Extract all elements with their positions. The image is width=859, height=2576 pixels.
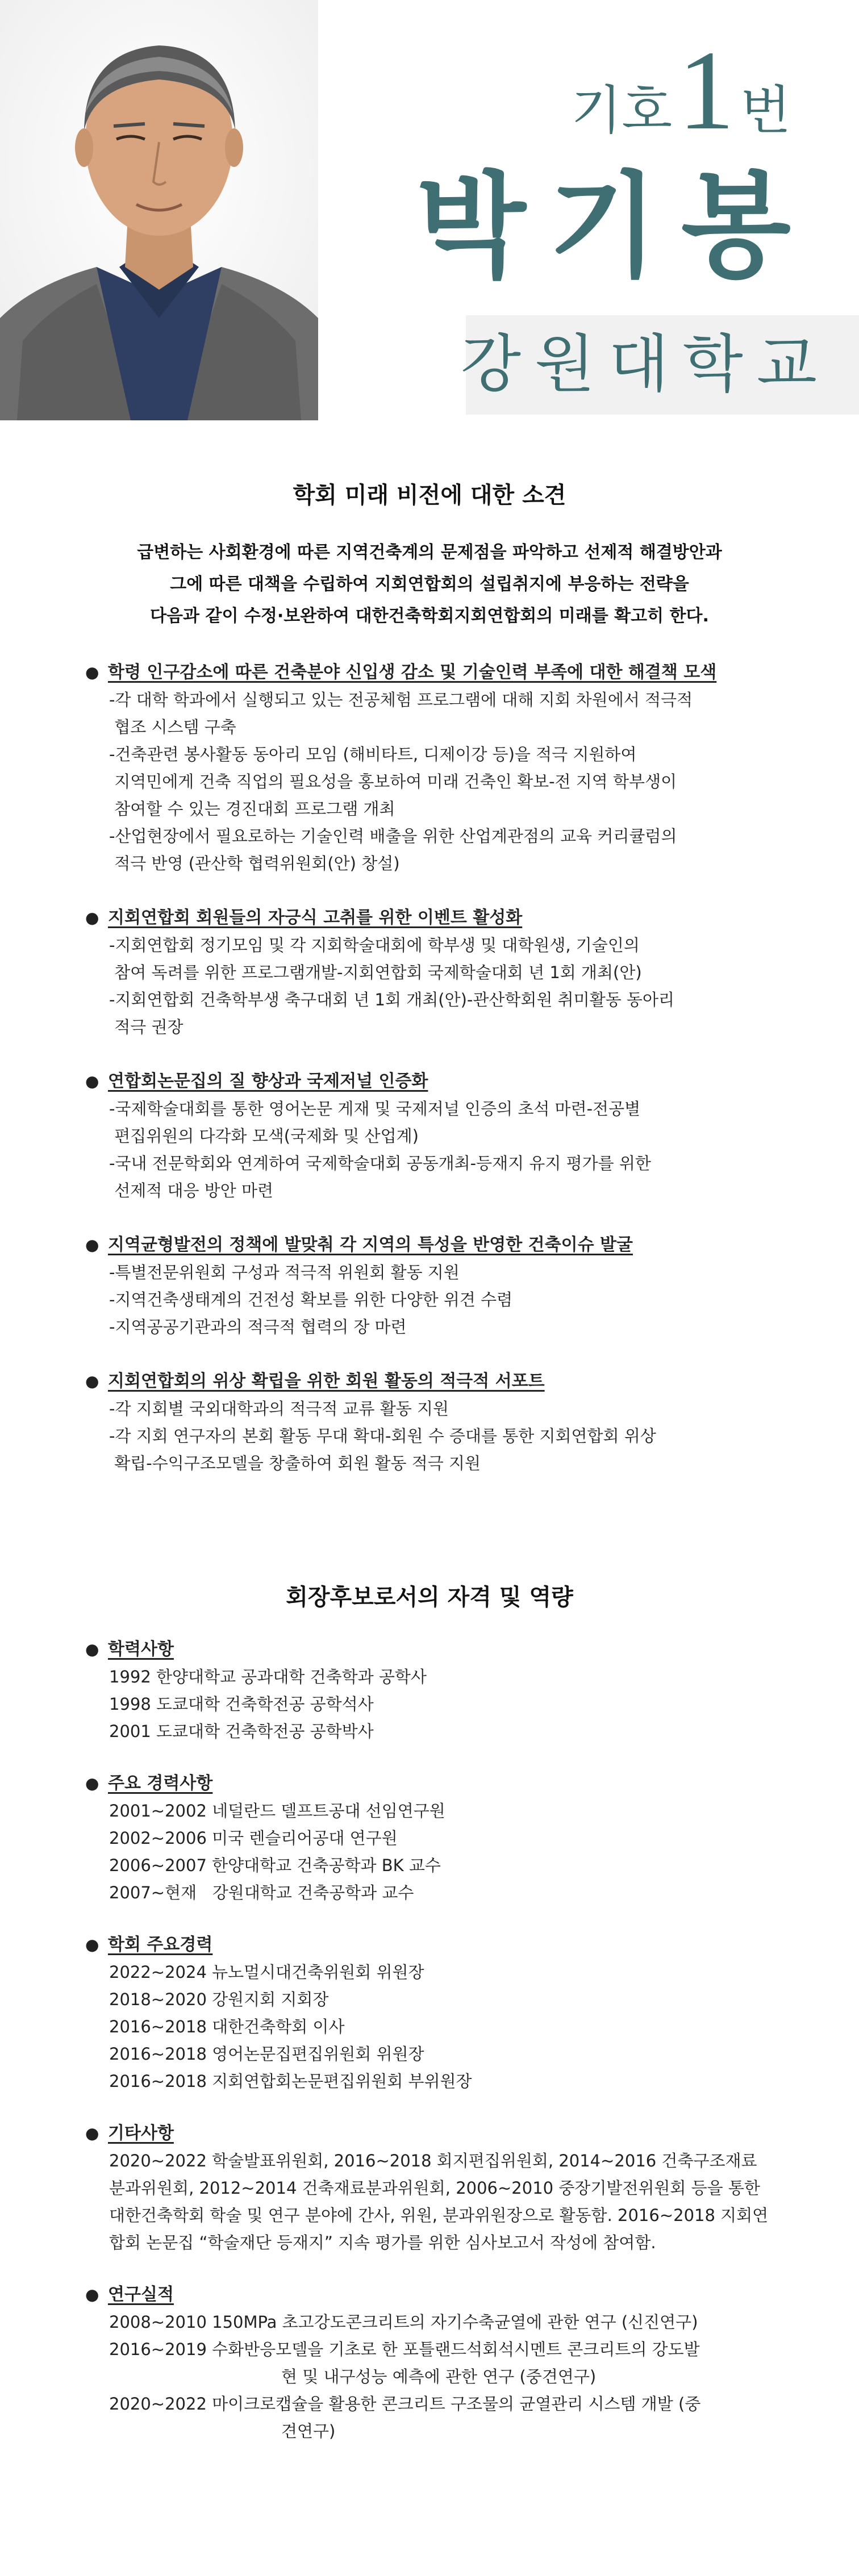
education-line: 1998 도쿄대학 건축학전공 공학석사 <box>109 1694 374 1714</box>
vision-item-line: -각 지회 연구자의 본회 활동 무대 확대-회원 수 증대를 통한 지회연합회 위상 <box>109 1426 656 1446</box>
society-career-title: 학회 주요경력 <box>108 1935 213 1955</box>
ballot-number-digit: 1 <box>678 28 735 153</box>
vision-item-title: 지회연합회 회원들의 자긍식 고취를 위한 이벤트 활성화 <box>108 908 523 928</box>
vision-item-line: 참여 독려를 위한 프로그램개발-지회연합회 국제학술대회 년 1회 개최(안) <box>109 963 642 982</box>
research-line: 2016~2019 수화반응모델을 기초로 한 포틀랜드석회석시멘트 콘크리트의 강도발 <box>109 2340 700 2359</box>
vision-intro-line: 다음과 같이 수정·보완하여 대한건축학회지회연합회의 미래를 확고히 한다. <box>150 606 709 626</box>
bullet-icon: ● <box>85 1935 99 1954</box>
bullet-icon: ● <box>85 663 99 682</box>
education-title: 학력사항 <box>108 1639 174 1659</box>
ballot-number-suffix: 번 <box>740 80 791 141</box>
career-line: 2002~2006 미국 렌슬리어공대 연구원 <box>109 1828 398 1848</box>
bullet-icon: ● <box>85 908 99 927</box>
other-block <box>85 2120 795 2256</box>
vision-item-line: 편집위원의 다각화 모색(국제화 및 산업계) <box>109 1126 419 1146</box>
vision-item-line: 확립-수익구조모델을 창출하여 회원 활동 적극 지원 <box>109 1454 481 1473</box>
career-block <box>85 1770 795 1906</box>
vision-list <box>85 659 795 1504</box>
society-career-line: 2016~2018 대한건축학회 이사 <box>109 2017 345 2036</box>
career-line: 2006~2007 한양대학교 건축공학과 BK 교수 <box>109 1856 441 1875</box>
education-line: 2001 도쿄대학 건축학전공 공학박사 <box>109 1722 374 1741</box>
vision-item <box>85 1068 795 1204</box>
vision-item-line: -각 대학 학과에서 실행되고 있는 전공체험 프로그램에 대해 지회 차원에서 적극적 <box>109 690 693 709</box>
society-career-line: 2022~2024 뉴노멀시대건축위원회 위원장 <box>109 1963 424 1982</box>
career-line: 2001~2002 네덜란드 델프트공대 선임연구원 <box>109 1801 445 1821</box>
vision-item <box>85 904 795 1041</box>
bullet-icon: ● <box>85 1640 99 1659</box>
vision-item-line: -지역공공기관과의 적극적 협력의 장 마련 <box>109 1317 407 1337</box>
vision-item <box>85 1368 795 1477</box>
vision-item-line: -건축관련 봉사활동 동아리 모임 (해비타트, 디제이강 등)을 적극 지원하여 <box>109 745 637 764</box>
education-block <box>85 1636 795 1745</box>
vision-item-line: 적극 반영 (관산학 협력위원회(안) 창설) <box>109 854 400 873</box>
bullet-icon: ● <box>85 1072 99 1091</box>
vision-title: 학회 미래 비전에 대한 소견 <box>293 482 566 508</box>
vision-item-title: 학령 인구감소에 따른 건축분야 신입생 감소 및 기술인력 부족에 대한 해결책 모색 <box>108 662 717 682</box>
vision-item-line: -지회연합회 건축학부생 축구대회 년 1회 개최(안)-관산학회원 취미활동 동아리 <box>109 990 674 1009</box>
bullet-icon: ● <box>85 2285 99 2304</box>
vision-item-title: 연합회논문집의 질 향상과 국제저널 인증화 <box>108 1071 428 1091</box>
ballot-number-prefix: 기호 <box>571 80 673 141</box>
bullet-icon: ● <box>85 1235 99 1254</box>
vision-item-line: -지역건축생태계의 건전성 확보를 위한 다양한 위견 수렴 <box>109 1290 513 1309</box>
candidate-name: 박기봉 <box>416 161 814 293</box>
vision-intro-line: 그에 따른 대책을 수립하여 지회연합회의 설립취지에 부응하는 전략을 <box>170 574 689 594</box>
other-title: 기타사항 <box>108 2123 174 2143</box>
vision-item-title: 지회연합회의 위상 확립을 위한 회원 활동의 적극적 서포트 <box>108 1371 545 1391</box>
qualification-list <box>85 1636 795 2470</box>
society-career-line: 2016~2018 영어논문집편집위원회 위원장 <box>109 2044 424 2064</box>
research-block <box>85 2281 795 2445</box>
bullet-icon: ● <box>85 2124 99 2143</box>
vision-item-line: -각 지회별 국외대학과의 적극적 교류 활동 지원 <box>109 1399 449 1418</box>
qualification-title: 회장후보로서의 자격 및 역량 <box>286 1584 573 1610</box>
education-line: 1992 한양대학교 공과대학 건축학과 공학사 <box>109 1667 427 1686</box>
research-line: 2008~2010 150MPa 초고강도콘크리트의 자기수축균열에 관한 연구 (신진연구) <box>109 2312 698 2332</box>
research-title: 연구실적 <box>108 2285 174 2304</box>
bullet-icon: ● <box>85 1774 99 1793</box>
vision-item-title: 지역균형발전의 정책에 발맞춰 각 지역의 특성을 반영한 건축이슈 발굴 <box>108 1235 633 1255</box>
vision-item-line: 지역민에게 건축 직업의 필요성을 홍보하여 미래 건축인 확보-전 지역 학부생이 <box>109 772 677 791</box>
society-career-line: 2016~2018 지회연합회논문편집위원회 부위원장 <box>109 2072 472 2091</box>
vision-item-line: 적극 권장 <box>109 1017 184 1037</box>
candidate-university: 강원대학교 <box>460 328 831 400</box>
vision-item-line: -산업현장에서 필요로하는 기술인력 배출을 위한 산업계관점의 교육 커리큘럼의 <box>109 826 677 846</box>
vision-item-line: -국내 전문학회와 연계하여 국제학술대회 공동개최-등재지 유지 평가를 위한 <box>109 1154 651 1173</box>
research-line: 견연구) <box>281 2421 336 2441</box>
vision-item-line: -특별전문위원회 구성과 적극적 위원회 활동 지원 <box>109 1263 460 1282</box>
career-title: 주요 경력사항 <box>108 1773 213 1793</box>
candidate-photo <box>0 0 318 420</box>
research-line: 현 및 내구성능 예측에 관한 연구 (중견연구) <box>281 2367 597 2386</box>
candidate-header <box>0 0 859 432</box>
vision-item-line: -지회연합회 정기모임 및 각 지회학술대회에 학부생 및 대학원생, 기술인의 <box>109 936 640 955</box>
other-text: 2020~2022 학술발표위원회, 2016~2018 회지편집위원회, 2014~2016 건축구조재료분과위원회, 2012~2014 건축재료분과위원회, 2006~2010 중장기발전위원회 등을 통한 대한건축학회 학술 및 연구 분야에 간사, 위원, 분과위원장으로 활동함. 2016~2018 지회연합회 논문집 “학술재단 등재지” 지속 평가를 위한 심사보고서 작성에 참여함. <box>109 2151 769 2252</box>
ballot-number <box>571 28 791 153</box>
bullet-icon: ● <box>85 1372 99 1391</box>
career-line: 2007~현재 강원대학교 건축공학과 교수 <box>109 1883 414 1902</box>
vision-item-line: -국제학술대회를 통한 영어논문 게재 및 국제저널 인증의 초석 마련-전공별 <box>109 1099 641 1118</box>
vision-item <box>85 659 795 877</box>
society-career-block <box>85 1931 795 2095</box>
vision-intro <box>68 537 791 632</box>
vision-item-line: 선제적 대응 방안 마련 <box>109 1181 273 1200</box>
vision-intro-line: 급변하는 사회환경에 따른 지역건축계의 문제점을 파악하고 선제적 해결방안과 <box>137 542 722 562</box>
society-career-line: 2018~2020 강원지회 지회장 <box>109 1990 329 2009</box>
vision-item <box>85 1231 795 1341</box>
research-line: 2020~2022 마이크로캡슐을 활용한 콘크리트 구조물의 균열관리 시스템 개발 (중 <box>109 2394 701 2414</box>
vision-item-line: 협조 시스템 구축 <box>109 717 236 737</box>
vision-item-line: 참여할 수 있는 경진대회 프로그램 개최 <box>109 799 395 819</box>
